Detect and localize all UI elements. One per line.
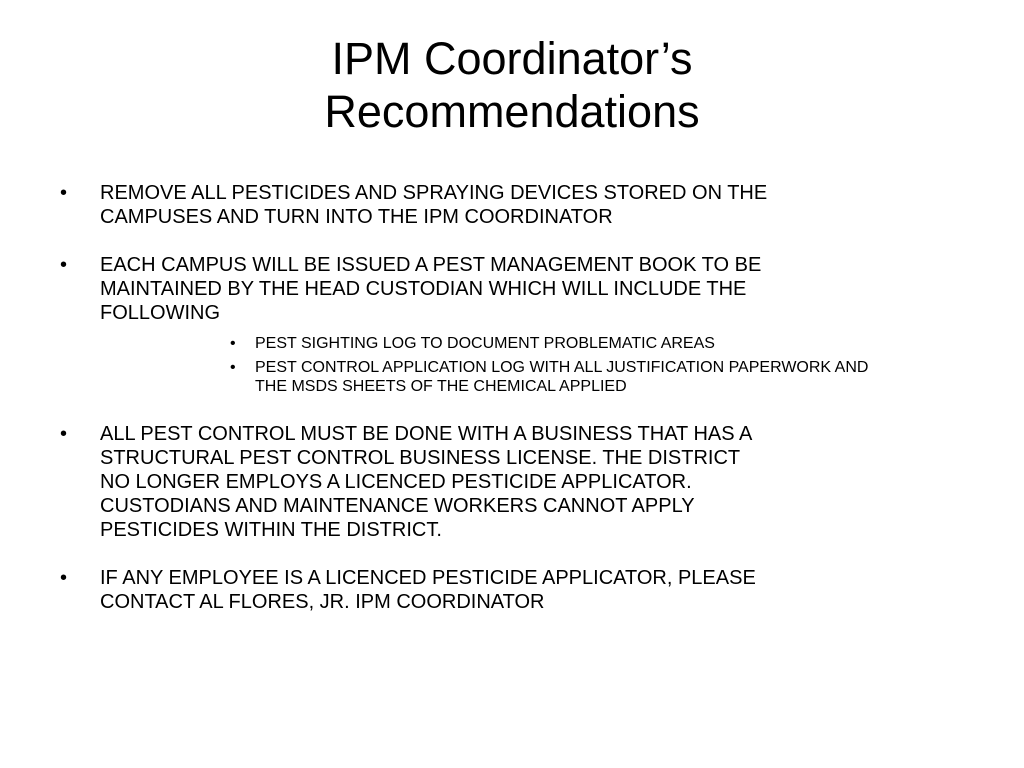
bullet-item bbox=[60, 181, 980, 229]
bullet-item bbox=[60, 566, 980, 614]
sub-bullet-text-line: THE MSDS SHEETS OF THE CHEMICAL APPLIED bbox=[255, 378, 627, 395]
bullet-icon: • bbox=[230, 359, 236, 376]
bullet-icon: • bbox=[60, 423, 68, 445]
slide-title-line: Recommendations bbox=[324, 86, 700, 137]
bullet-list bbox=[60, 181, 980, 614]
bullet-text-line: FOLLOWING bbox=[100, 302, 221, 324]
sub-bullet-text-line: PEST CONTROL APPLICATION LOG WITH ALL JUSTIFICATION PAPERWORK AND bbox=[255, 359, 869, 376]
bullet-icon: • bbox=[60, 567, 68, 589]
sub-bullet-text-line: PEST SIGHTING LOG TO DOCUMENT PROBLEMATIC AREAS bbox=[255, 335, 715, 352]
bullet-item bbox=[60, 422, 980, 542]
bullet-text-line: ALL PEST CONTROL MUST BE DONE WITH A BUSINESS THAT HAS A bbox=[100, 423, 753, 445]
bullet-icon: • bbox=[60, 254, 68, 276]
slide-title bbox=[0, 32, 1024, 138]
bullet-text-line: NO LONGER EMPLOYS A LICENCED PESTICIDE APPLICATOR. bbox=[100, 471, 692, 493]
bullet-text-line: CUSTODIANS AND MAINTENANCE WORKERS CANNOT APPLY bbox=[100, 495, 695, 517]
sub-bullet-item bbox=[230, 334, 980, 353]
bullet-item bbox=[60, 253, 980, 396]
bullet-text-line: EACH CAMPUS WILL BE ISSUED A PEST MANAGEMENT BOOK TO BE bbox=[100, 254, 762, 276]
bullet-text-line: STRUCTURAL PEST CONTROL BUSINESS LICENSE. THE DISTRICT bbox=[100, 447, 741, 469]
bullet-text-line: REMOVE ALL PESTICIDES AND SPRAYING DEVICES STORED ON THE bbox=[100, 182, 768, 204]
bullet-text-line: CAMPUSES AND TURN INTO THE IPM COORDINATOR bbox=[100, 206, 613, 228]
sub-bullet-list bbox=[230, 334, 980, 396]
bullet-icon: • bbox=[230, 335, 236, 352]
bullet-text-line: PESTICIDES WITHIN THE DISTRICT. bbox=[100, 519, 442, 541]
bullet-text-line: MAINTAINED BY THE HEAD CUSTODIAN WHICH WILL INCLUDE THE bbox=[100, 278, 747, 300]
sub-bullet-item bbox=[230, 358, 980, 396]
bullet-text-line: CONTACT AL FLORES, JR. IPM COORDINATOR bbox=[100, 591, 545, 613]
bullet-text-line: IF ANY EMPLOYEE IS A LICENCED PESTICIDE APPLICATOR, PLEASE bbox=[100, 567, 756, 589]
slide-title-line: IPM Coordinator’s bbox=[331, 33, 693, 84]
bullet-icon: • bbox=[60, 182, 68, 204]
